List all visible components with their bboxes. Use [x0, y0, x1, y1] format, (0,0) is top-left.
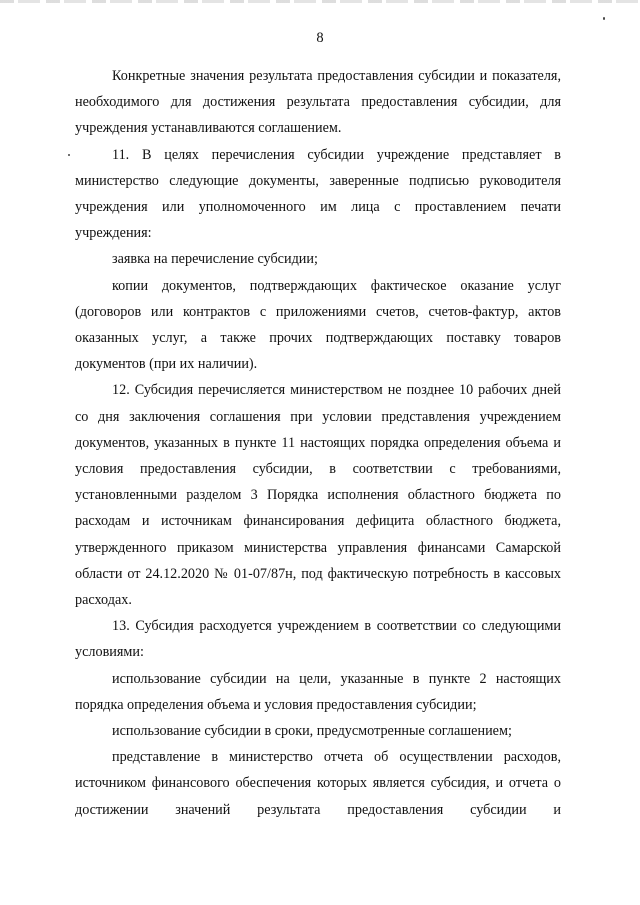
page-number: 8	[316, 30, 324, 46]
document-body	[75, 63, 561, 823]
paragraph-result-values: Конкретные значения результата предоставления субсидии и показателя, необходимого для достижения результата предоставления субсидии, для учреждения устанавливаются соглашением.	[75, 68, 561, 137]
paragraph-reporting: представление в министерство отчета об осуществлении расходов, источником финансового обеспечения которых является субсидия, и отчета о достижении значений результата предоставления субсидии и	[75, 749, 561, 818]
paragraph-transfer-request: заявка на перечисление субсидии;	[112, 251, 318, 268]
paragraph-use-in-time: использование субсидии в сроки, предусмотренные соглашением;	[112, 723, 512, 740]
scan-speck	[68, 154, 70, 156]
paragraph-use-for-purposes: использование субсидии на цели, указанные в пункте 2 настоящих порядка определения объема и условия предоставления субсидии;	[75, 670, 561, 713]
paragraph-item-11: 11. В целях перечисления субсидии учреждение представляет в министерство следующие документы, заверенные подписью руководителя учреждения или уполномоченного им лица с проставлением печати учреждения:	[75, 146, 561, 242]
paragraph-item-12: 12. Субсидия перечисляется министерством не позднее 10 рабочих дней со дня заключения соглашения при условии представления учреждением документов, указанных в пункте 11 настоящих порядка определения объема и условия предоставления субсидии, в соответствии с требованиями, установленными разделом 3 Порядка исполнения областного бюджета по расходам и источникам финансирования дефицита областного бюджета, утвержденного приказом министерства управления финансами Самарской области от 24.12.2020 № 01-07/87н, под фактическую потребность в кассовых расходах.	[75, 382, 561, 609]
scan-speck	[603, 17, 605, 20]
paragraph-item-13: 13. Субсидия расходуется учреждением в соответствии со следующими условиями:	[75, 618, 561, 661]
paragraph-document-copies: копии документов, подтверждающих фактическое оказание услуг (договоров или контрактов с приложениями счетов, счетов-фактур, актов оказанных услуг, а также прочих подтверждающих поставку товаров документов (при их наличии).	[75, 277, 561, 373]
scan-top-edge	[0, 0, 640, 3]
